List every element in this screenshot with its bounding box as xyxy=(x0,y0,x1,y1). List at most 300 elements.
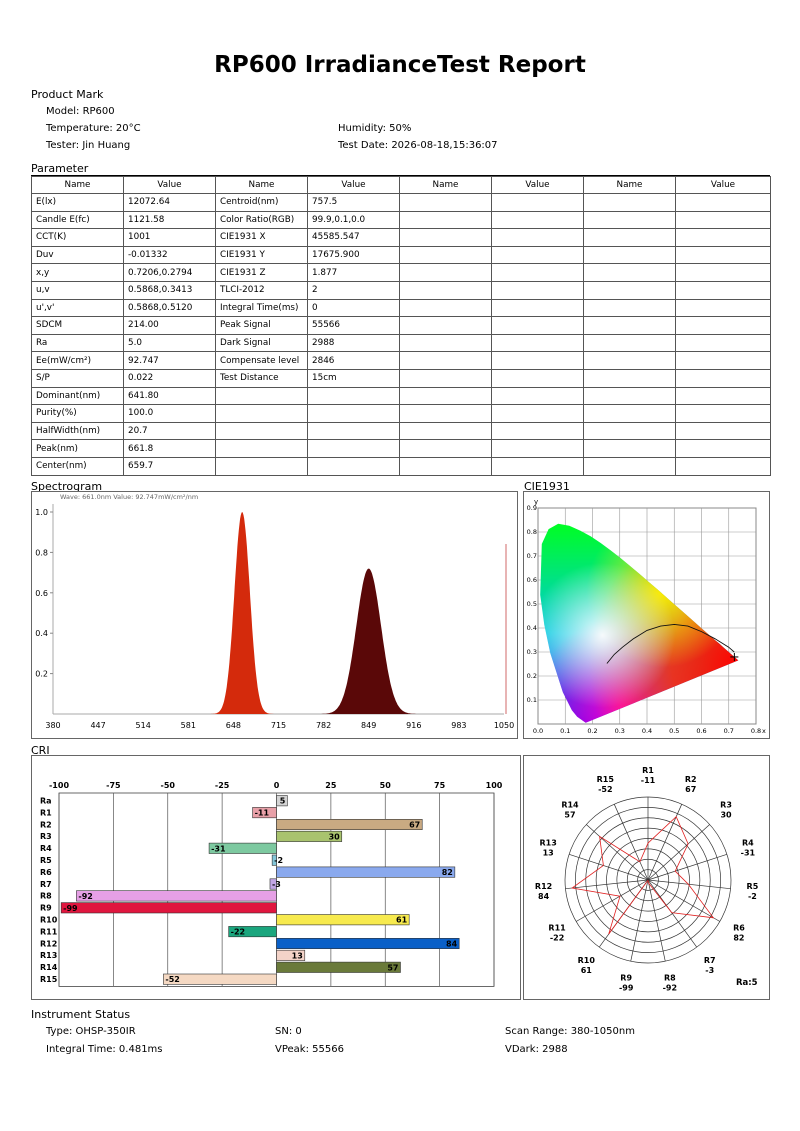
cri-category-label: R2 xyxy=(40,820,52,830)
parameter-heading: Parameter xyxy=(31,163,770,176)
param-name-cell: Compensate level xyxy=(216,352,308,370)
instrument-scan-range: Scan Range: 380-1050nm xyxy=(505,1026,635,1037)
empty-cell xyxy=(400,422,492,440)
param-value-cell: 0.5868,0.5120 xyxy=(124,299,216,317)
table-row xyxy=(32,334,771,352)
param-value-cell: 214.00 xyxy=(124,317,216,335)
cri-bar-r6 xyxy=(277,867,455,877)
x-tick-label: 782 xyxy=(315,721,332,730)
cie-y-tick: 0.1 xyxy=(526,696,537,704)
cie-x-tick: 0.7 xyxy=(723,727,734,735)
table-row xyxy=(32,457,771,475)
x-tick-label: 916 xyxy=(406,721,422,730)
instrument-integral-time: Integral Time: 0.481ms xyxy=(46,1044,163,1055)
empty-cell xyxy=(492,334,584,352)
temperature-text: Temperature: 20°C xyxy=(46,123,141,134)
table-row xyxy=(32,352,771,370)
cri-bar-chart xyxy=(32,756,522,1001)
param-name-cell: Purity(%) xyxy=(32,405,124,423)
empty-cell xyxy=(492,246,584,264)
cri-bar-r15 xyxy=(163,974,276,984)
empty-cell xyxy=(400,264,492,282)
param-value-cell: 661.8 xyxy=(124,440,216,458)
cri-category-label: R13 xyxy=(40,951,58,961)
param-value-cell: 0.7206,0.2794 xyxy=(124,264,216,282)
humidity-text: Humidity: 50% xyxy=(338,123,412,134)
cri-category-label: R15 xyxy=(40,975,58,984)
param-name-cell: SDCM xyxy=(32,317,124,335)
empty-cell xyxy=(400,334,492,352)
table-row xyxy=(32,229,771,247)
cri-category-label: R8 xyxy=(40,891,52,901)
y-tick-label: 1.0 xyxy=(35,508,48,517)
x-tick-label: 447 xyxy=(90,721,106,730)
empty-cell xyxy=(492,317,584,335)
instrument-vdark: VDark: 2988 xyxy=(505,1044,568,1055)
empty-cell xyxy=(492,457,584,475)
empty-cell xyxy=(492,422,584,440)
empty-cell xyxy=(584,194,676,212)
param-value-cell: 12072.64 xyxy=(124,194,216,212)
cie-x-unit: x xyxy=(762,727,766,735)
x-tick-label: 581 xyxy=(180,721,196,730)
radar-value: -92 xyxy=(662,983,678,993)
empty-cell xyxy=(492,281,584,299)
radar-label: R5 xyxy=(746,881,759,891)
param-name-cell: CIE1931 Y xyxy=(216,246,308,264)
radar-label: R12 xyxy=(534,881,553,891)
empty-cell xyxy=(400,317,492,335)
table-row xyxy=(32,317,771,335)
param-value-cell: 15cm xyxy=(308,369,400,387)
cri-x-tick: 50 xyxy=(379,781,391,790)
empty-cell xyxy=(584,405,676,423)
radar-label: R8 xyxy=(663,973,676,983)
empty-cell xyxy=(676,194,771,212)
param-name-cell: TLCI-2012 xyxy=(216,281,308,299)
cri-bar-value: -22 xyxy=(230,927,246,937)
param-value-cell: 2988 xyxy=(308,334,400,352)
cie-y-tick: 0.9 xyxy=(526,504,537,512)
gamut-layer xyxy=(538,522,740,724)
empty-cell xyxy=(584,352,676,370)
empty-cell xyxy=(676,281,771,299)
radar-label: R9 xyxy=(620,973,633,983)
cri-x-tick: -25 xyxy=(214,781,230,790)
header-cell: Name xyxy=(216,177,308,194)
param-value-cell: 2 xyxy=(308,281,400,299)
empty-cell xyxy=(676,369,771,387)
radar-label: R3 xyxy=(720,800,732,810)
radar-value: 13 xyxy=(542,848,554,858)
cri-bar-value: -11 xyxy=(254,808,270,818)
table-row xyxy=(32,387,771,405)
empty-cell xyxy=(400,246,492,264)
radar-value: -2 xyxy=(747,891,757,901)
cri-category-label: R10 xyxy=(40,915,58,925)
empty-cell xyxy=(492,369,584,387)
cri-bar-value: -2 xyxy=(274,856,284,866)
empty-cell xyxy=(400,352,492,370)
radar-value: -22 xyxy=(549,933,565,943)
empty-cell xyxy=(676,457,771,475)
radar-label: R6 xyxy=(733,923,745,933)
param-value-cell xyxy=(308,387,400,405)
param-name-cell xyxy=(216,457,308,475)
radar-label: R2 xyxy=(684,775,697,785)
param-name-cell xyxy=(216,405,308,423)
radar-value: -3 xyxy=(705,965,715,975)
empty-cell xyxy=(492,229,584,247)
parameter-table xyxy=(31,176,771,476)
empty-cell xyxy=(584,369,676,387)
cri-category-label: Ra xyxy=(40,796,52,806)
empty-cell xyxy=(676,352,771,370)
empty-cell xyxy=(400,281,492,299)
cri-bar-value: -92 xyxy=(78,891,93,901)
spectrogram-chart xyxy=(32,492,519,740)
cie-x-tick: 0.4 xyxy=(641,727,653,735)
param-value-cell: 757.5 xyxy=(308,194,400,212)
empty-cell xyxy=(676,264,771,282)
param-name-cell: Ra xyxy=(32,334,124,352)
param-name-cell: CIE1931 Z xyxy=(216,264,308,282)
param-value-cell: 5.0 xyxy=(124,334,216,352)
empty-cell xyxy=(584,422,676,440)
param-value-cell xyxy=(308,457,400,475)
x-tick-label: 380 xyxy=(45,721,61,730)
empty-cell xyxy=(584,264,676,282)
cri-category-label: R7 xyxy=(40,879,52,889)
param-name-cell: Center(nm) xyxy=(32,457,124,475)
parameter-header-row xyxy=(32,177,771,194)
param-value-cell: 0.022 xyxy=(124,369,216,387)
cie-x-tick: 0.5 xyxy=(669,727,680,735)
empty-cell xyxy=(492,352,584,370)
cri-radar-chart xyxy=(524,756,771,1001)
param-name-cell xyxy=(216,422,308,440)
cri-bar-r9 xyxy=(61,903,276,913)
cri-x-tick: 100 xyxy=(485,781,503,790)
param-value-cell: 1001 xyxy=(124,229,216,247)
param-value-cell xyxy=(308,405,400,423)
empty-cell xyxy=(400,369,492,387)
cri-bar-r12 xyxy=(277,938,460,948)
empty-cell xyxy=(400,405,492,423)
header-cell: Name xyxy=(32,177,124,194)
cie-x-tick: 0.1 xyxy=(560,727,571,735)
empty-cell xyxy=(584,211,676,229)
instrument-sn: SN: 0 xyxy=(275,1026,302,1037)
param-value-cell: 20.7 xyxy=(124,422,216,440)
empty-cell xyxy=(676,229,771,247)
empty-cell xyxy=(400,387,492,405)
cri-x-tick: -50 xyxy=(160,781,175,790)
radar-value: 67 xyxy=(685,785,697,795)
x-tick-label: 1050 xyxy=(493,721,515,730)
cie-y-tick: 0.6 xyxy=(526,576,537,584)
header-cell: Value xyxy=(124,177,216,194)
cri-x-tick: 25 xyxy=(325,781,337,790)
empty-cell xyxy=(400,299,492,317)
cri-category-label: R4 xyxy=(40,844,52,854)
empty-cell xyxy=(492,194,584,212)
spectrogram-panel xyxy=(31,491,518,739)
y-tick-label: 0.6 xyxy=(35,588,48,598)
empty-cell xyxy=(400,194,492,212)
param-value-cell xyxy=(308,440,400,458)
empty-cell xyxy=(676,299,771,317)
cie-y-tick: 0.3 xyxy=(526,648,537,656)
cie-y-tick: 0.2 xyxy=(526,672,537,680)
empty-cell xyxy=(676,440,771,458)
empty-cell xyxy=(584,229,676,247)
empty-cell xyxy=(584,281,676,299)
cri-bar-value: 30 xyxy=(328,832,340,842)
empty-cell xyxy=(676,405,771,423)
cri-x-tick: 75 xyxy=(434,781,446,790)
param-name-cell: S/P xyxy=(32,369,124,387)
empty-cell xyxy=(492,211,584,229)
param-name-cell: E(lx) xyxy=(32,194,124,212)
cie-x-tick: 0.8 xyxy=(750,727,762,735)
param-name-cell: HalfWidth(nm) xyxy=(32,422,124,440)
cri-bar-value: 61 xyxy=(396,915,408,925)
param-name-cell: Test Distance xyxy=(216,369,308,387)
x-tick-label: 715 xyxy=(270,721,287,730)
empty-cell xyxy=(492,264,584,282)
empty-cell xyxy=(584,440,676,458)
param-name-cell: CCT(K) xyxy=(32,229,124,247)
cri-bar-value: 82 xyxy=(441,868,453,878)
cie-y-tick: 0.5 xyxy=(526,600,537,608)
empty-cell xyxy=(676,387,771,405)
cie-heading: CIE1931 xyxy=(524,480,570,493)
table-row xyxy=(32,422,771,440)
cri-bar-r14 xyxy=(277,962,401,972)
param-name-cell: CIE1931 X xyxy=(216,229,308,247)
x-tick-label: 648 xyxy=(225,721,242,730)
cie-x-tick: 0.0 xyxy=(532,727,544,735)
table-row xyxy=(32,299,771,317)
empty-cell xyxy=(492,440,584,458)
empty-cell xyxy=(492,299,584,317)
param-name-cell: Peak Signal xyxy=(216,317,308,335)
spectrum-peak-1 xyxy=(322,569,416,714)
param-value-cell: 17675.900 xyxy=(308,246,400,264)
cri-bar-value: 13 xyxy=(291,951,303,961)
instrument-vpeak: VPeak: 55566 xyxy=(275,1044,344,1055)
cie-x-tick: 0.2 xyxy=(587,727,598,735)
param-value-cell: 99.9,0.1,0.0 xyxy=(308,211,400,229)
cri-x-tick: 0 xyxy=(273,781,280,790)
empty-cell xyxy=(492,387,584,405)
empty-cell xyxy=(584,457,676,475)
cri-bar-value: 5 xyxy=(279,796,286,806)
cri-heading: CRI xyxy=(31,744,50,757)
param-value-cell: 659.7 xyxy=(124,457,216,475)
cie-chart xyxy=(524,492,771,740)
table-row xyxy=(32,281,771,299)
param-value-cell: 100.0 xyxy=(124,405,216,423)
cri-category-label: R6 xyxy=(40,867,52,877)
empty-cell xyxy=(584,299,676,317)
cri-bar-r8 xyxy=(76,891,276,901)
param-value-cell: 0.5868,0.3413 xyxy=(124,281,216,299)
param-value-cell: 45585.547 xyxy=(308,229,400,247)
radar-value: 61 xyxy=(580,965,592,975)
header-cell: Value xyxy=(308,177,400,194)
tester-text: Tester: Jin Huang xyxy=(46,140,131,151)
x-tick-label: 514 xyxy=(135,721,151,730)
cri-bar-value: 67 xyxy=(409,820,421,830)
radar-label: R1 xyxy=(642,766,654,775)
param-name-cell: Color Ratio(RGB) xyxy=(216,211,308,229)
empty-cell xyxy=(676,211,771,229)
param-name-cell: Duv xyxy=(32,246,124,264)
param-name-cell: x,y xyxy=(32,264,124,282)
radar-label: R4 xyxy=(741,838,754,848)
cie-panel xyxy=(523,491,770,739)
param-value-cell: 2846 xyxy=(308,352,400,370)
empty-cell xyxy=(584,387,676,405)
header-cell: Value xyxy=(676,177,771,194)
empty-cell xyxy=(400,440,492,458)
cri-category-label: R5 xyxy=(40,856,52,865)
radar-value: 82 xyxy=(733,933,745,943)
cri-bar-value: -52 xyxy=(165,975,180,985)
cri-bar-r10 xyxy=(277,915,410,925)
param-name-cell: Candle E(fc) xyxy=(32,211,124,229)
cri-x-tick: -100 xyxy=(48,781,70,790)
x-tick-label: 983 xyxy=(451,721,467,730)
radar-value: -52 xyxy=(598,785,613,795)
instrument-heading: Instrument Status xyxy=(31,1008,131,1021)
empty-cell xyxy=(400,457,492,475)
radar-value: -31 xyxy=(740,848,756,858)
cri-bar-value: -3 xyxy=(271,880,281,889)
cri-category-label: R12 xyxy=(40,939,58,949)
param-name-cell: u,v xyxy=(32,281,124,299)
cie-y-tick: 0.8 xyxy=(526,528,537,536)
radar-label: R14 xyxy=(561,800,579,810)
cie-y-tick: 0.4 xyxy=(526,624,537,632)
empty-cell xyxy=(676,246,771,264)
cri-bar-value: 57 xyxy=(387,963,399,973)
cri-category-label: R14 xyxy=(40,963,58,973)
cie-y-label: y xyxy=(534,498,539,506)
y-tick-label: 0.8 xyxy=(35,548,48,558)
cri-radar-panel xyxy=(523,755,770,1000)
cie-x-tick: 0.6 xyxy=(696,727,707,735)
empty-cell xyxy=(400,211,492,229)
cri-bar-r2 xyxy=(277,819,423,829)
ra-note: Ra:5 xyxy=(736,978,758,988)
report-title: RP600 IrradianceTest Report xyxy=(214,52,586,78)
empty-cell xyxy=(584,317,676,335)
spectrum-peak-0 xyxy=(195,512,289,714)
y-tick-label: 0.2 xyxy=(35,669,48,679)
radar-value: 84 xyxy=(538,891,550,901)
empty-cell xyxy=(676,317,771,335)
param-value-cell: 0 xyxy=(308,299,400,317)
table-row xyxy=(32,440,771,458)
cri-category-label: R3 xyxy=(40,832,52,842)
param-value-cell: 641.80 xyxy=(124,387,216,405)
param-value-cell: 1.877 xyxy=(308,264,400,282)
empty-cell xyxy=(584,334,676,352)
cri-bar-value: -99 xyxy=(63,903,78,913)
param-value-cell: 1121.58 xyxy=(124,211,216,229)
spectrogram-caption: Wave: 661.0nm Value: 92.747mW/cm²/nm xyxy=(60,493,199,501)
header-cell: Name xyxy=(400,177,492,194)
test-date-text: Test Date: 2026-08-18,15:36:07 xyxy=(338,140,498,151)
radar-label: R13 xyxy=(539,838,557,848)
instrument-type: Type: OHSP-350IR xyxy=(46,1026,136,1037)
cri-bar-value: -31 xyxy=(211,844,226,854)
radar-label: R10 xyxy=(577,955,595,965)
param-name-cell: Dominant(nm) xyxy=(32,387,124,405)
param-name-cell: Peak(nm) xyxy=(32,440,124,458)
empty-cell xyxy=(400,229,492,247)
param-value-cell: -0.01332 xyxy=(124,246,216,264)
param-name-cell: Ee(mW/cm²) xyxy=(32,352,124,370)
x-tick-label: 849 xyxy=(361,721,377,730)
table-row xyxy=(32,194,771,212)
radar-label: R11 xyxy=(548,923,566,933)
empty-cell xyxy=(584,246,676,264)
radar-value: -99 xyxy=(618,983,634,993)
param-value-cell: 92.747 xyxy=(124,352,216,370)
table-row xyxy=(32,211,771,229)
product-mark-heading: Product Mark xyxy=(31,88,104,101)
param-value-cell xyxy=(308,422,400,440)
table-row xyxy=(32,369,771,387)
radar-value: -11 xyxy=(640,776,656,785)
radar-spoke xyxy=(569,854,648,880)
cri-category-label: R1 xyxy=(40,808,52,818)
y-tick-label: 0.4 xyxy=(35,629,48,639)
empty-cell xyxy=(676,334,771,352)
cri-x-tick: -75 xyxy=(106,781,121,790)
param-value-cell: 55566 xyxy=(308,317,400,335)
table-row xyxy=(32,405,771,423)
param-name-cell: Integral Time(ms) xyxy=(216,299,308,317)
cie-y-tick: 0.7 xyxy=(526,552,537,560)
model-text: Model: RP600 xyxy=(46,106,115,117)
radar-spoke xyxy=(648,824,710,880)
cri-category-label: R9 xyxy=(40,903,52,913)
radar-value: 30 xyxy=(720,810,732,820)
header-cell: Value xyxy=(492,177,584,194)
table-row xyxy=(32,246,771,264)
param-name-cell xyxy=(216,387,308,405)
radar-value: 57 xyxy=(564,810,576,820)
radar-label: R15 xyxy=(596,775,614,785)
spectrogram-heading: Spectrogram xyxy=(31,480,103,493)
cie-color-gamut xyxy=(538,522,740,724)
cri-bar-value: 84 xyxy=(446,939,458,949)
radar-label: R7 xyxy=(703,955,716,965)
header-cell: Name xyxy=(584,177,676,194)
empty-cell xyxy=(492,405,584,423)
param-name-cell xyxy=(216,440,308,458)
param-name-cell: u',v' xyxy=(32,299,124,317)
radar-spoke xyxy=(586,824,648,880)
cie-x-tick: 0.3 xyxy=(614,727,625,735)
table-row xyxy=(32,264,771,282)
param-name-cell: Dark Signal xyxy=(216,334,308,352)
